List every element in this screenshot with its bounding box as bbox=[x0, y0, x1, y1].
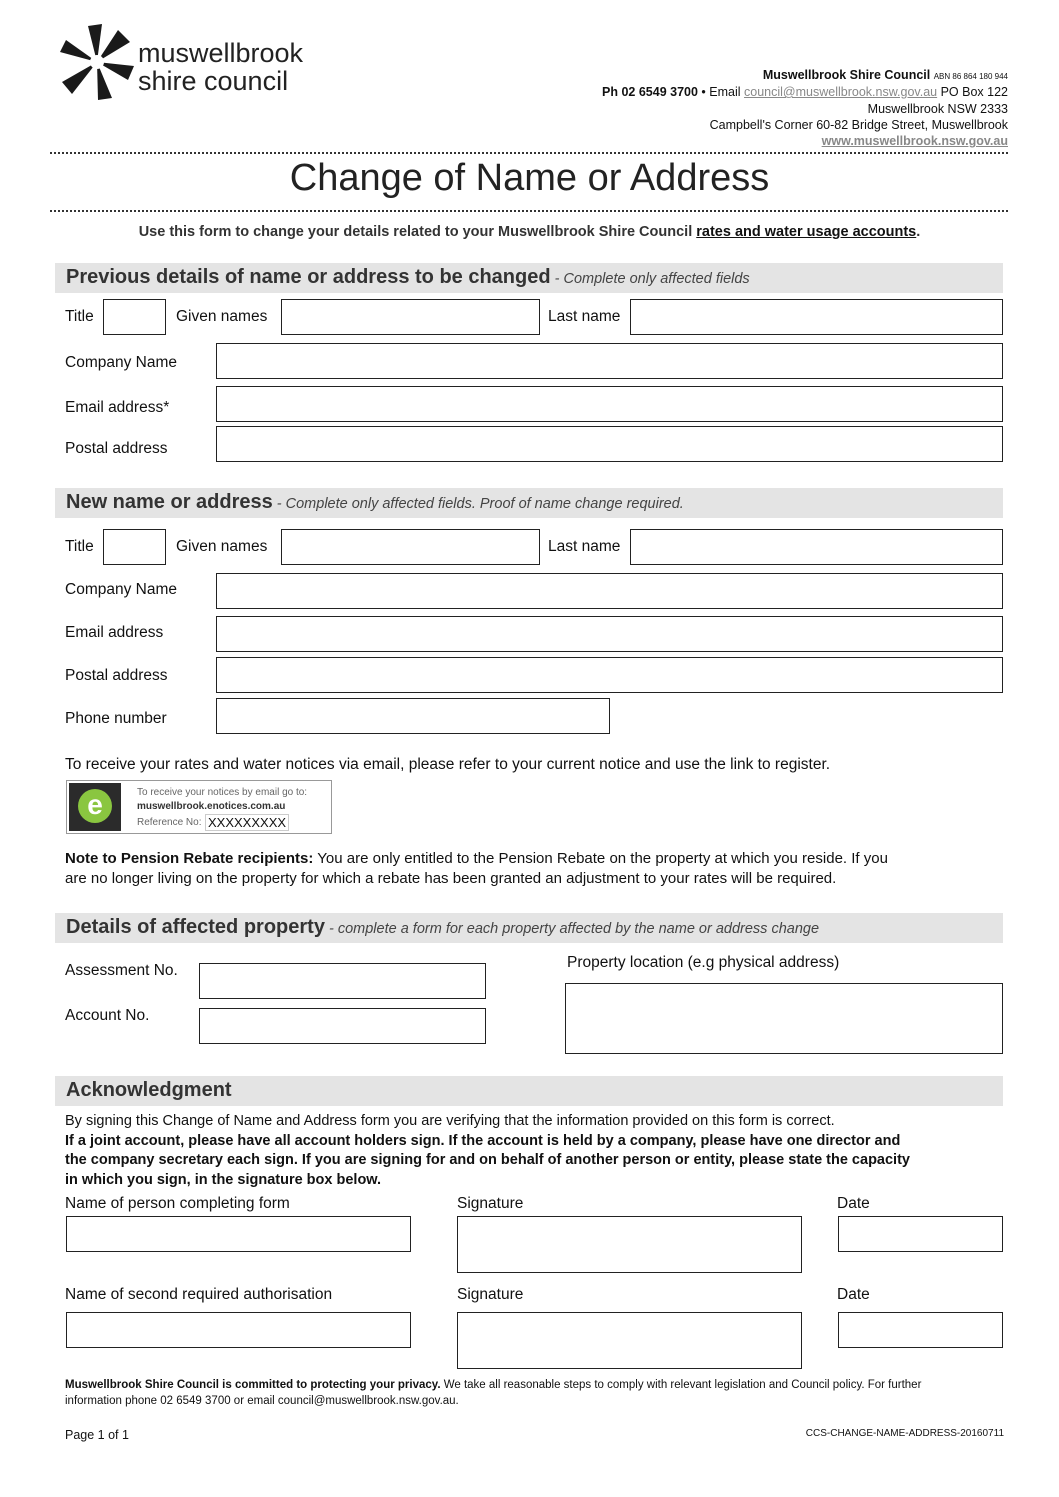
privacy-text: We take all reasonable steps to comply with relevant legislation and Council policy. For further bbox=[440, 1379, 922, 1391]
prev-title-label: Title bbox=[65, 308, 94, 325]
logo-line1: muswellbrook bbox=[138, 38, 304, 68]
signature-box-1[interactable] bbox=[457, 1216, 802, 1273]
new-phone-input[interactable] bbox=[216, 698, 610, 734]
email-label: • Email bbox=[697, 85, 745, 99]
pension-line1: You are only entitled to the Pension Rebate on the property at which you reside. If you bbox=[313, 850, 888, 867]
privacy-bold: Muswellbrook Shire Council is committed to protecting your privacy. bbox=[65, 1379, 441, 1391]
ack-bold3: in which you sign, in the signature box below. bbox=[65, 1171, 382, 1188]
section-property-title: Details of affected property bbox=[66, 916, 325, 938]
new-last-input[interactable] bbox=[630, 529, 1003, 565]
prev-company-input[interactable] bbox=[216, 343, 1003, 379]
new-title-label: Title bbox=[65, 538, 94, 555]
ack-bold2: the company secretary each sign. If you are signing for and on behalf of another person or entity, please state the capacity bbox=[65, 1152, 910, 1168]
signature-label-1: Signature bbox=[457, 1195, 524, 1212]
section-new-header bbox=[55, 488, 1003, 518]
intro-link: rates and water usage accounts bbox=[696, 224, 917, 240]
person-name-input[interactable] bbox=[66, 1216, 411, 1252]
divider-top bbox=[50, 152, 1008, 154]
website-link[interactable]: www.muswellbrook.nsw.gov.au bbox=[821, 134, 1008, 148]
prev-title-input[interactable] bbox=[103, 299, 166, 335]
logo-line2: shire council bbox=[138, 66, 289, 96]
new-company-label: Company Name bbox=[65, 581, 177, 598]
prev-company-label: Company Name bbox=[65, 354, 177, 371]
po-box: PO Box 122 bbox=[937, 85, 1008, 99]
location-input[interactable] bbox=[565, 983, 1003, 1054]
section-property-note: - complete a form for each property affected by the name or address change bbox=[324, 921, 820, 937]
intro-end: . bbox=[916, 224, 921, 240]
second-name-label: Name of second required authorisation bbox=[65, 1286, 333, 1303]
form-code: CCS-CHANGE-NAME-ADDRESS-20160711 bbox=[805, 1428, 1004, 1439]
signature-box-2[interactable] bbox=[457, 1312, 802, 1369]
prev-email-input[interactable] bbox=[216, 386, 1003, 422]
prev-last-input[interactable] bbox=[630, 299, 1003, 335]
enotice-ref-value: XXXXXXXXX bbox=[205, 814, 289, 831]
person-name-label: Name of person completing form bbox=[65, 1195, 290, 1212]
section-new-title: New name or address bbox=[66, 491, 273, 513]
pension-bold: Note to Pension Rebate recipients: bbox=[65, 850, 314, 867]
contact-city: Muswellbrook NSW 2333 bbox=[867, 102, 1008, 116]
assessment-label: Assessment No. bbox=[65, 962, 178, 979]
privacy-note bbox=[65, 1377, 921, 1409]
new-phone-label: Phone number bbox=[65, 710, 167, 727]
enotice-e-icon bbox=[69, 783, 121, 831]
council-logo bbox=[58, 22, 333, 102]
date-label-2: Date bbox=[837, 1286, 870, 1303]
enotice-ref-label: Reference No: bbox=[137, 817, 202, 828]
intro-main: Use this form to change your details related to your Muswellbrook Shire Council bbox=[138, 224, 697, 240]
enotice-card bbox=[66, 780, 332, 834]
intro-text bbox=[0, 224, 1059, 240]
location-label: Property location (e.g physical address) bbox=[567, 954, 840, 971]
prev-given-input[interactable] bbox=[281, 299, 540, 335]
prev-postal-input[interactable] bbox=[216, 426, 1003, 462]
date-label-1: Date bbox=[837, 1195, 870, 1212]
section-new-note: - Complete only affected fields. Proof of name change required. bbox=[272, 496, 684, 512]
contact-org-line bbox=[763, 68, 1008, 82]
new-email-label: Email address bbox=[65, 624, 164, 641]
privacy-line2: information phone 02 6549 3700 or email council@muswellbrook.nsw.gov.au. bbox=[65, 1395, 459, 1407]
section-ack-title: Acknowledgment bbox=[66, 1079, 232, 1101]
new-given-label: Given names bbox=[176, 538, 268, 555]
new-postal-input[interactable] bbox=[216, 657, 1003, 693]
section-previous-header bbox=[55, 263, 1003, 293]
ack-line1: By signing this Change of Name and Address form you are verifying that the information provided on this form is correct. bbox=[65, 1113, 835, 1129]
new-title-input[interactable] bbox=[103, 529, 166, 565]
prev-email-label: Email address* bbox=[65, 399, 170, 416]
page-title: Change of Name or Address bbox=[289, 157, 770, 199]
new-email-input[interactable] bbox=[216, 616, 1003, 652]
contact-phone-line bbox=[602, 85, 1008, 99]
prev-postal-label: Postal address bbox=[65, 440, 168, 457]
prev-given-label: Given names bbox=[176, 308, 268, 325]
section-previous-note: - Complete only affected fields bbox=[550, 271, 750, 287]
ack-bold1: If a joint account, please have all account holders sign. If the account is held by a company, please have one director and bbox=[65, 1132, 901, 1149]
new-company-input[interactable] bbox=[216, 573, 1003, 609]
new-last-label: Last name bbox=[548, 538, 621, 555]
new-given-input[interactable] bbox=[281, 529, 540, 565]
phone: Ph 02 6549 3700 bbox=[602, 85, 698, 99]
account-label: Account No. bbox=[65, 1007, 150, 1024]
date-input-2[interactable] bbox=[838, 1312, 1003, 1348]
section-previous-title: Previous details of name or address to be changed bbox=[66, 266, 551, 288]
abn: ABN 86 864 180 944 bbox=[933, 72, 1008, 81]
new-postal-label: Postal address bbox=[65, 667, 168, 684]
signature-label-2: Signature bbox=[457, 1286, 524, 1303]
enotice-e-letter: e bbox=[78, 789, 112, 823]
prev-last-label: Last name bbox=[548, 308, 621, 325]
org-name: Muswellbrook Shire Council bbox=[762, 68, 931, 82]
account-input[interactable] bbox=[199, 1008, 486, 1044]
assessment-input[interactable] bbox=[199, 963, 486, 999]
enotice-text: To receive your rates and water notices via email, please refer to your current notice and use the link to register. bbox=[65, 756, 831, 773]
date-input-1[interactable] bbox=[838, 1216, 1003, 1252]
second-name-input[interactable] bbox=[66, 1312, 411, 1348]
section-property-header bbox=[55, 913, 1003, 943]
contact-street: Campbell's Corner 60-82 Bridge Street, Muswellbrook bbox=[709, 118, 1008, 132]
section-ack-header bbox=[55, 1076, 1003, 1106]
email-link[interactable]: council@muswellbrook.nsw.gov.au bbox=[744, 85, 938, 99]
enotice-line2: muswellbrook.enotices.com.au bbox=[137, 801, 286, 812]
divider-bottom bbox=[50, 210, 1008, 212]
star-logo-icon bbox=[58, 22, 136, 102]
enotice-line1: To receive your notices by email go to: bbox=[137, 787, 308, 798]
ack-text bbox=[65, 1112, 910, 1190]
page-number: Page 1 of 1 bbox=[65, 1428, 129, 1442]
pension-line2: are no longer living on the property for which a rebate has been granted an adjustment to your rates will be required. bbox=[65, 870, 837, 887]
pension-note bbox=[65, 849, 888, 889]
